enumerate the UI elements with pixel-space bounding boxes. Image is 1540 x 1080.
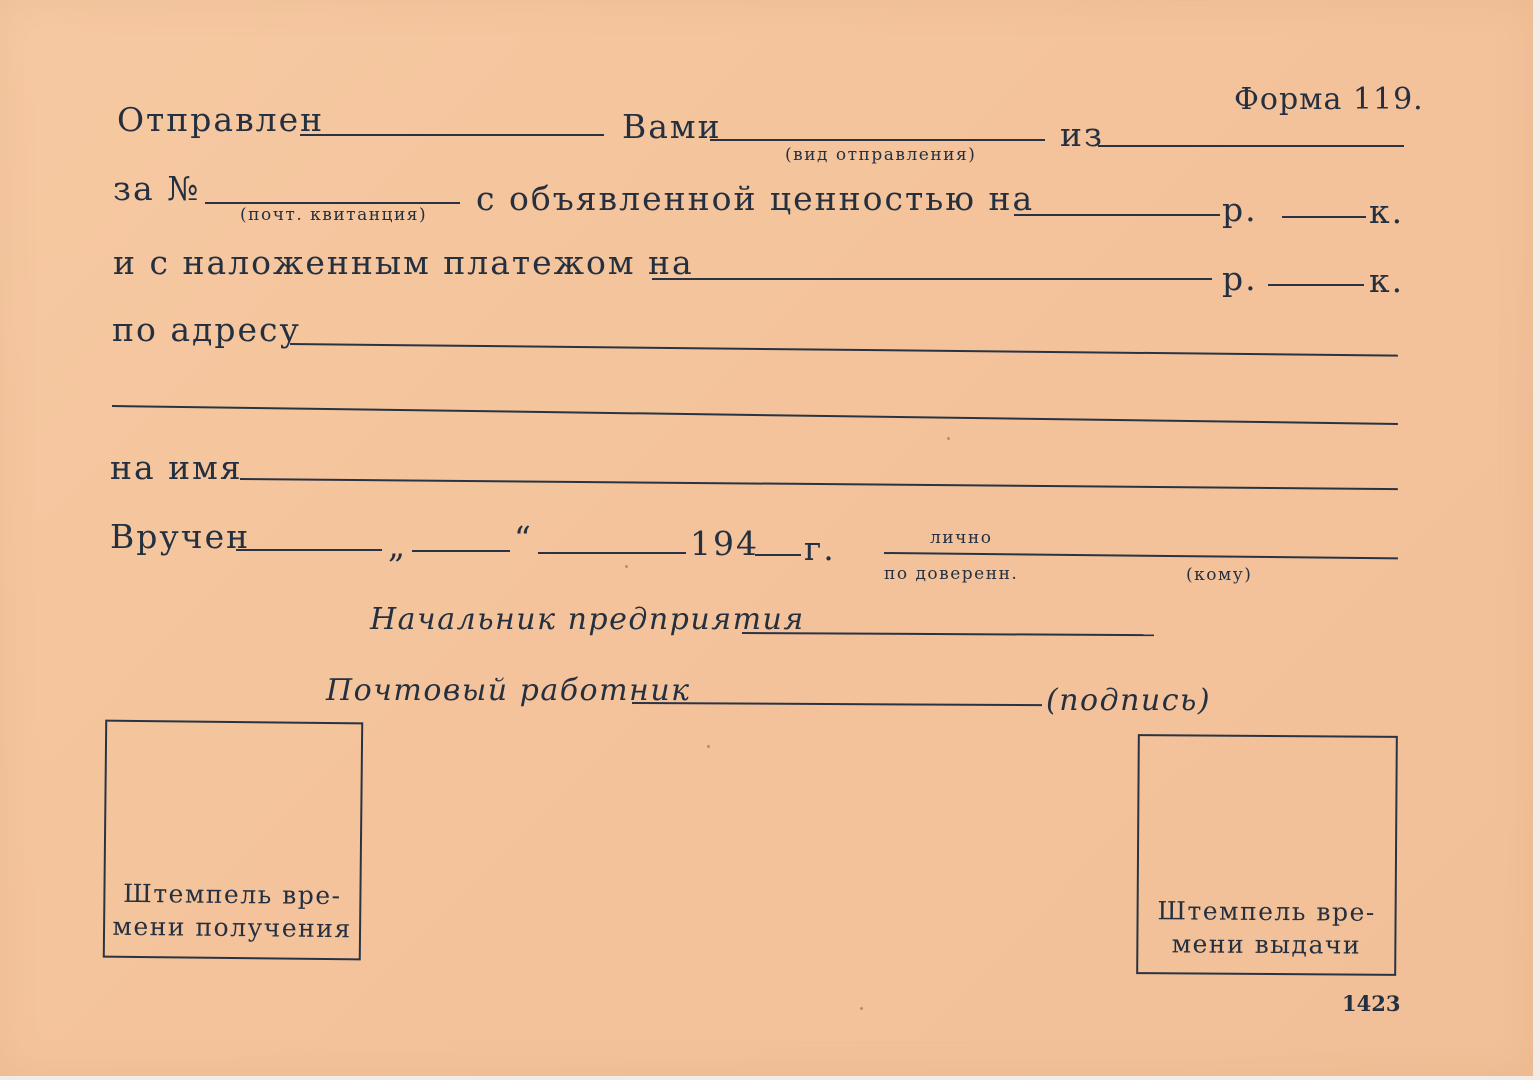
receipt-number-field-line[interactable] <box>205 202 460 204</box>
declared-rub-field-line[interactable] <box>1014 214 1220 216</box>
label-personally: лично <box>930 528 993 548</box>
caption-receipt: (почт. квитанция) <box>240 205 428 225</box>
label-rub-1: р. <box>1222 190 1258 229</box>
caption-signature: (подпись) <box>1046 683 1212 718</box>
stamp-received-line-2: мени получения <box>112 911 352 944</box>
form-number: Форма 119. <box>1234 82 1424 117</box>
delivered-to-field-line[interactable] <box>884 552 1398 559</box>
delivered-extra-field-line[interactable] <box>538 552 686 554</box>
year-digit-field-line[interactable] <box>755 554 801 556</box>
declared-kop-field-line[interactable] <box>1282 216 1366 218</box>
paper-speck <box>947 437 950 440</box>
recipient-name-field-line[interactable] <box>240 478 1398 490</box>
caption-to-whom: (кому) <box>1186 565 1253 585</box>
label-address: по адресу <box>112 310 301 349</box>
label-name: на имя <box>110 448 243 487</box>
postal-worker-signature-field-line[interactable] <box>632 702 1042 706</box>
label-number: за № <box>113 169 201 208</box>
stamp-issued-line-1: Штемпель вре- <box>1157 896 1376 927</box>
stamp-received-line-1: Штемпель вре- <box>123 878 342 911</box>
stamp-issued-label <box>1138 894 1394 962</box>
label-from: из <box>1060 115 1104 154</box>
paper-speck <box>707 745 710 748</box>
quote-close: “ <box>514 519 533 558</box>
sent-field-line[interactable] <box>300 134 604 136</box>
quote-open: „ <box>388 526 408 565</box>
from-field-line[interactable] <box>1098 145 1404 147</box>
address-field-line-2[interactable] <box>112 405 1398 425</box>
label-rub-2: р. <box>1222 259 1258 298</box>
paper-speck <box>860 1007 863 1010</box>
label-postal-worker: Почтовый работник <box>326 673 691 708</box>
label-kop-1: к. <box>1369 192 1405 231</box>
label-declared-value: с объявленной ценностью на <box>476 179 1035 218</box>
stamp-received-box <box>103 720 363 961</box>
label-chief: Начальник предприятия <box>370 602 805 637</box>
year-prefix: 194 <box>690 524 759 563</box>
cod-kop-field-line[interactable] <box>1268 284 1364 286</box>
delivered-month-field-line[interactable] <box>412 550 510 552</box>
stamp-received-label <box>105 877 360 946</box>
label-by-proxy: по доверенн. <box>884 564 1019 584</box>
stamp-issued-box <box>1136 734 1398 976</box>
label-cod: и с наложенным платежом на <box>113 243 694 282</box>
stamp-issued-line-2: мени выдачи <box>1171 929 1362 960</box>
address-field-line[interactable] <box>290 343 1398 357</box>
label-delivered: Вручен <box>110 517 251 556</box>
cod-rub-field-line[interactable] <box>652 278 1212 280</box>
paper-speck <box>625 565 628 568</box>
label-you: Вами <box>622 107 722 146</box>
caption-shipment-kind: (вид отправления) <box>785 145 977 165</box>
shipment-kind-field-line[interactable] <box>710 139 1045 141</box>
label-kop-2: к. <box>1369 261 1405 300</box>
label-sent: Отправлен <box>117 100 325 139</box>
year-suffix: г. <box>804 529 836 568</box>
print-code: 1423 <box>1342 991 1401 1016</box>
delivered-day-field-line[interactable] <box>236 549 382 551</box>
